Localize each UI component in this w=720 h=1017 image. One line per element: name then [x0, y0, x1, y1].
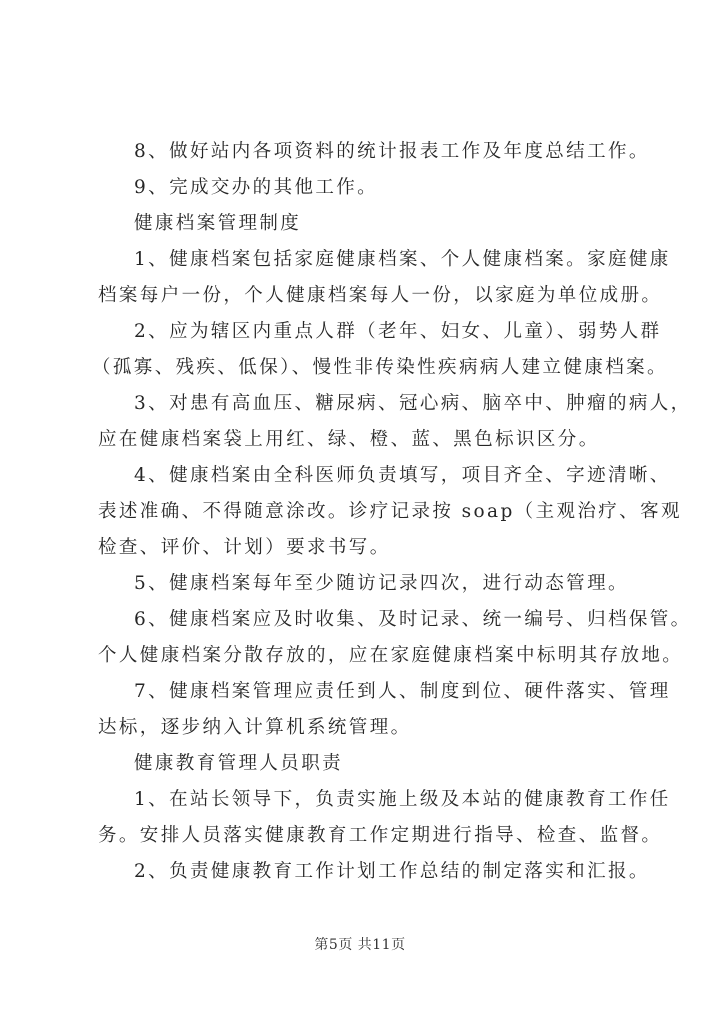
paragraph-line: 4、健康档案由全科医师负责填写，项目齐全、字迹清晰、: [134, 465, 671, 486]
paragraph-line: 3、对患有高血压、糖尿病、冠心病、脑卒中、肿瘤的病人，: [134, 393, 692, 414]
page-number-footer: 第5页 共11页: [314, 937, 406, 953]
section-heading: 健康档案管理制度: [134, 213, 302, 234]
paragraph-line: 务。安排人员落实健康教育工作定期进行指导、检查、监督。: [98, 825, 663, 846]
paragraph-line: 2、负责健康教育工作计划工作总结的制定落实和汇报。: [134, 861, 650, 882]
paragraph-line: 1、在站长领导下，负责实施上级及本站的健康教育工作任: [134, 789, 671, 810]
paragraph-line: 档案每户一份，个人健康档案每人一份，以家庭为单位成册。: [98, 285, 663, 306]
paragraph-line: （孤寡、残疾、低保）、慢性非传染性疾病病人建立健康档案。: [92, 357, 668, 378]
paragraph-line: 7、健康档案管理应责任到人、制度到位、硬件落实、管理: [134, 681, 671, 702]
paragraph-line: 2、应为辖区内重点人群（老年、妇女、儿童）、弱势人群: [134, 321, 662, 342]
paragraph-line: 检查、评价、计划）要求书写。: [98, 537, 391, 558]
paragraph-line: 9、完成交办的其他工作。: [134, 177, 379, 198]
paragraph-line: 1、健康档案包括家庭健康档案、个人健康档案。家庭健康: [134, 249, 671, 270]
paragraph-line: 个人健康档案分散存放的，应在家庭健康档案中标明其存放地。: [98, 645, 684, 666]
section-heading: 健康教育管理人员职责: [134, 753, 344, 774]
paragraph-line: 应在健康档案袋上用红、绿、橙、蓝、黑色标识区分。: [98, 429, 600, 450]
paragraph-line: 达标，逐步纳入计算机系统管理。: [98, 717, 412, 738]
paragraph-line: 5、健康档案每年至少随访记录四次，进行动态管理。: [134, 573, 629, 594]
paragraph-line: 6、健康档案应及时收集、及时记录、统一编号、归档保管。: [134, 609, 692, 630]
paragraph-line: 表述准确、不得随意涂改。诊疗记录按 soap（主观治疗、客观: [98, 501, 682, 522]
paragraph-line: 8、做好站内各项资料的统计报表工作及年度总结工作。: [134, 141, 650, 162]
